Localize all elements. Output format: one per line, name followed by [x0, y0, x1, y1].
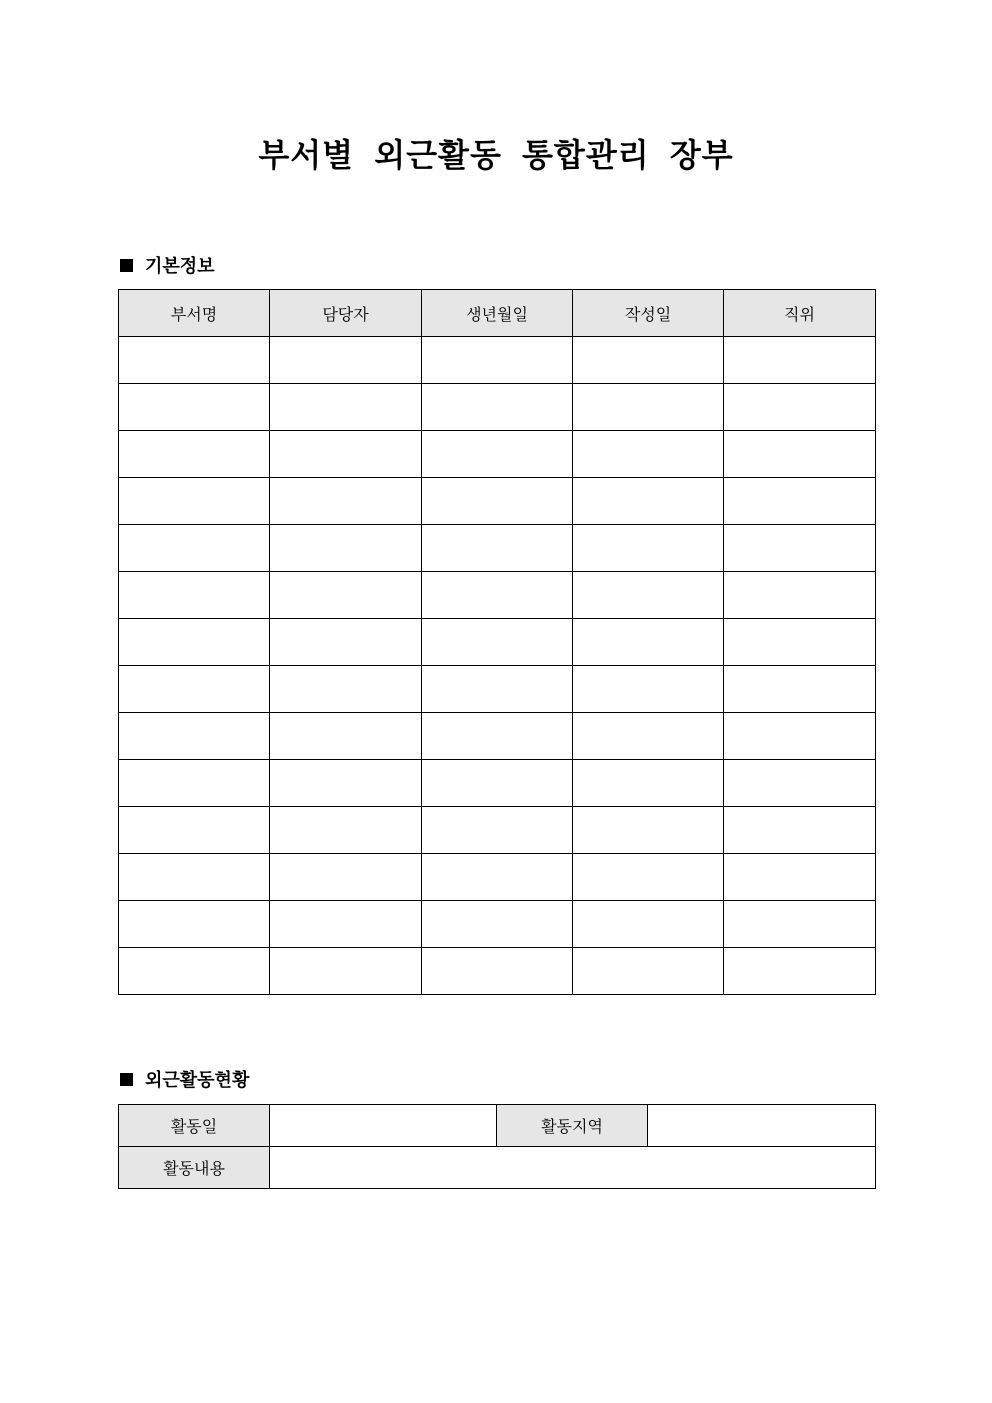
table-row [119, 807, 876, 854]
table-cell-written-date[interactable] [573, 713, 724, 760]
table-cell-department[interactable] [119, 713, 270, 760]
table-cell-birthdate[interactable] [422, 713, 573, 760]
section-heading-basic-info [120, 253, 215, 277]
column-header-position: 직위 [724, 290, 876, 337]
table-row [119, 337, 876, 384]
table-row [119, 901, 876, 948]
table-cell-manager[interactable] [270, 619, 422, 666]
table-cell-department[interactable] [119, 854, 270, 901]
table-cell-written-date[interactable] [573, 337, 724, 384]
table-cell-position[interactable] [724, 948, 876, 995]
table-cell-department[interactable] [119, 384, 270, 431]
table-cell-birthdate[interactable] [422, 337, 573, 384]
table-row [119, 572, 876, 619]
table-cell-manager[interactable] [270, 807, 422, 854]
table-cell-position[interactable] [724, 525, 876, 572]
column-header-written-date: 작성일 [573, 290, 724, 337]
table-cell-birthdate[interactable] [422, 854, 573, 901]
table-cell-written-date[interactable] [573, 854, 724, 901]
column-header-manager: 담당자 [270, 290, 422, 337]
column-header-birthdate: 생년월일 [422, 290, 573, 337]
table-cell-manager[interactable] [270, 760, 422, 807]
table-cell-written-date[interactable] [573, 666, 724, 713]
table-cell-written-date[interactable] [573, 901, 724, 948]
table-cell-manager[interactable] [270, 666, 422, 713]
table-cell-department[interactable] [119, 337, 270, 384]
square-bullet-icon [120, 1073, 133, 1086]
table-cell-manager[interactable] [270, 854, 422, 901]
table-cell-department[interactable] [119, 666, 270, 713]
section-title-activity-status: 외근활동현황 [145, 1070, 250, 1091]
table-row [119, 666, 876, 713]
page-title: 부서별 외근활동 통합관리 장부 [258, 136, 734, 174]
table-cell-department[interactable] [119, 572, 270, 619]
table-cell-birthdate[interactable] [422, 619, 573, 666]
table-cell-department[interactable] [119, 619, 270, 666]
table-cell-manager[interactable] [270, 525, 422, 572]
activity-content-field[interactable] [270, 1147, 876, 1189]
table-cell-manager[interactable] [270, 431, 422, 478]
table-cell-birthdate[interactable] [422, 901, 573, 948]
table-cell-position[interactable] [724, 666, 876, 713]
table-cell-department[interactable] [119, 760, 270, 807]
table-cell-position[interactable] [724, 431, 876, 478]
table-cell-department[interactable] [119, 948, 270, 995]
table-cell-birthdate[interactable] [422, 666, 573, 713]
table-row [119, 713, 876, 760]
table-cell-birthdate[interactable] [422, 478, 573, 525]
table-cell-manager[interactable] [270, 901, 422, 948]
table-cell-written-date[interactable] [573, 431, 724, 478]
table-row [119, 1147, 876, 1189]
activity-region-label: 활동지역 [497, 1105, 648, 1147]
table-cell-position[interactable] [724, 901, 876, 948]
table-cell-manager[interactable] [270, 572, 422, 619]
table-row [119, 525, 876, 572]
table-cell-position[interactable] [724, 337, 876, 384]
table-cell-position[interactable] [724, 572, 876, 619]
table-cell-position[interactable] [724, 760, 876, 807]
table-cell-manager[interactable] [270, 337, 422, 384]
table-cell-position[interactable] [724, 478, 876, 525]
table-cell-manager[interactable] [270, 384, 422, 431]
table-cell-birthdate[interactable] [422, 948, 573, 995]
table-cell-manager[interactable] [270, 478, 422, 525]
table-cell-written-date[interactable] [573, 384, 724, 431]
activity-date-label: 활동일 [119, 1105, 270, 1147]
table-cell-department[interactable] [119, 525, 270, 572]
table-cell-written-date[interactable] [573, 619, 724, 666]
basic-info-table [118, 289, 876, 995]
table-cell-manager[interactable] [270, 713, 422, 760]
table-cell-birthdate[interactable] [422, 384, 573, 431]
table-cell-position[interactable] [724, 713, 876, 760]
section-title-basic-info: 기본정보 [145, 256, 215, 277]
basic-info-table-body [119, 337, 876, 995]
table-cell-written-date[interactable] [573, 760, 724, 807]
table-cell-written-date[interactable] [573, 948, 724, 995]
table-row [119, 1105, 876, 1147]
column-header-department: 부서명 [119, 290, 270, 337]
table-cell-department[interactable] [119, 901, 270, 948]
section-heading-activity-status [120, 1067, 249, 1091]
table-cell-written-date[interactable] [573, 478, 724, 525]
activity-region-field[interactable] [648, 1105, 876, 1147]
table-cell-birthdate[interactable] [422, 572, 573, 619]
table-cell-written-date[interactable] [573, 572, 724, 619]
table-cell-birthdate[interactable] [422, 807, 573, 854]
table-cell-birthdate[interactable] [422, 525, 573, 572]
table-row [119, 384, 876, 431]
table-row [119, 431, 876, 478]
table-row [119, 478, 876, 525]
table-cell-department[interactable] [119, 478, 270, 525]
table-row [119, 948, 876, 995]
activity-status-table [118, 1104, 876, 1189]
table-header-row [119, 290, 876, 337]
table-cell-written-date[interactable] [573, 525, 724, 572]
table-cell-written-date[interactable] [573, 807, 724, 854]
activity-date-field[interactable] [270, 1105, 497, 1147]
activity-content-label: 활동내용 [119, 1147, 270, 1189]
square-bullet-icon [120, 259, 133, 272]
table-row [119, 619, 876, 666]
table-cell-birthdate[interactable] [422, 760, 573, 807]
table-cell-department[interactable] [119, 431, 270, 478]
table-cell-position[interactable] [724, 807, 876, 854]
table-row [119, 760, 876, 807]
table-cell-department[interactable] [119, 807, 270, 854]
table-cell-manager[interactable] [270, 948, 422, 995]
table-cell-position[interactable] [724, 384, 876, 431]
table-cell-position[interactable] [724, 619, 876, 666]
table-cell-position[interactable] [724, 854, 876, 901]
table-cell-birthdate[interactable] [422, 431, 573, 478]
table-row [119, 854, 876, 901]
